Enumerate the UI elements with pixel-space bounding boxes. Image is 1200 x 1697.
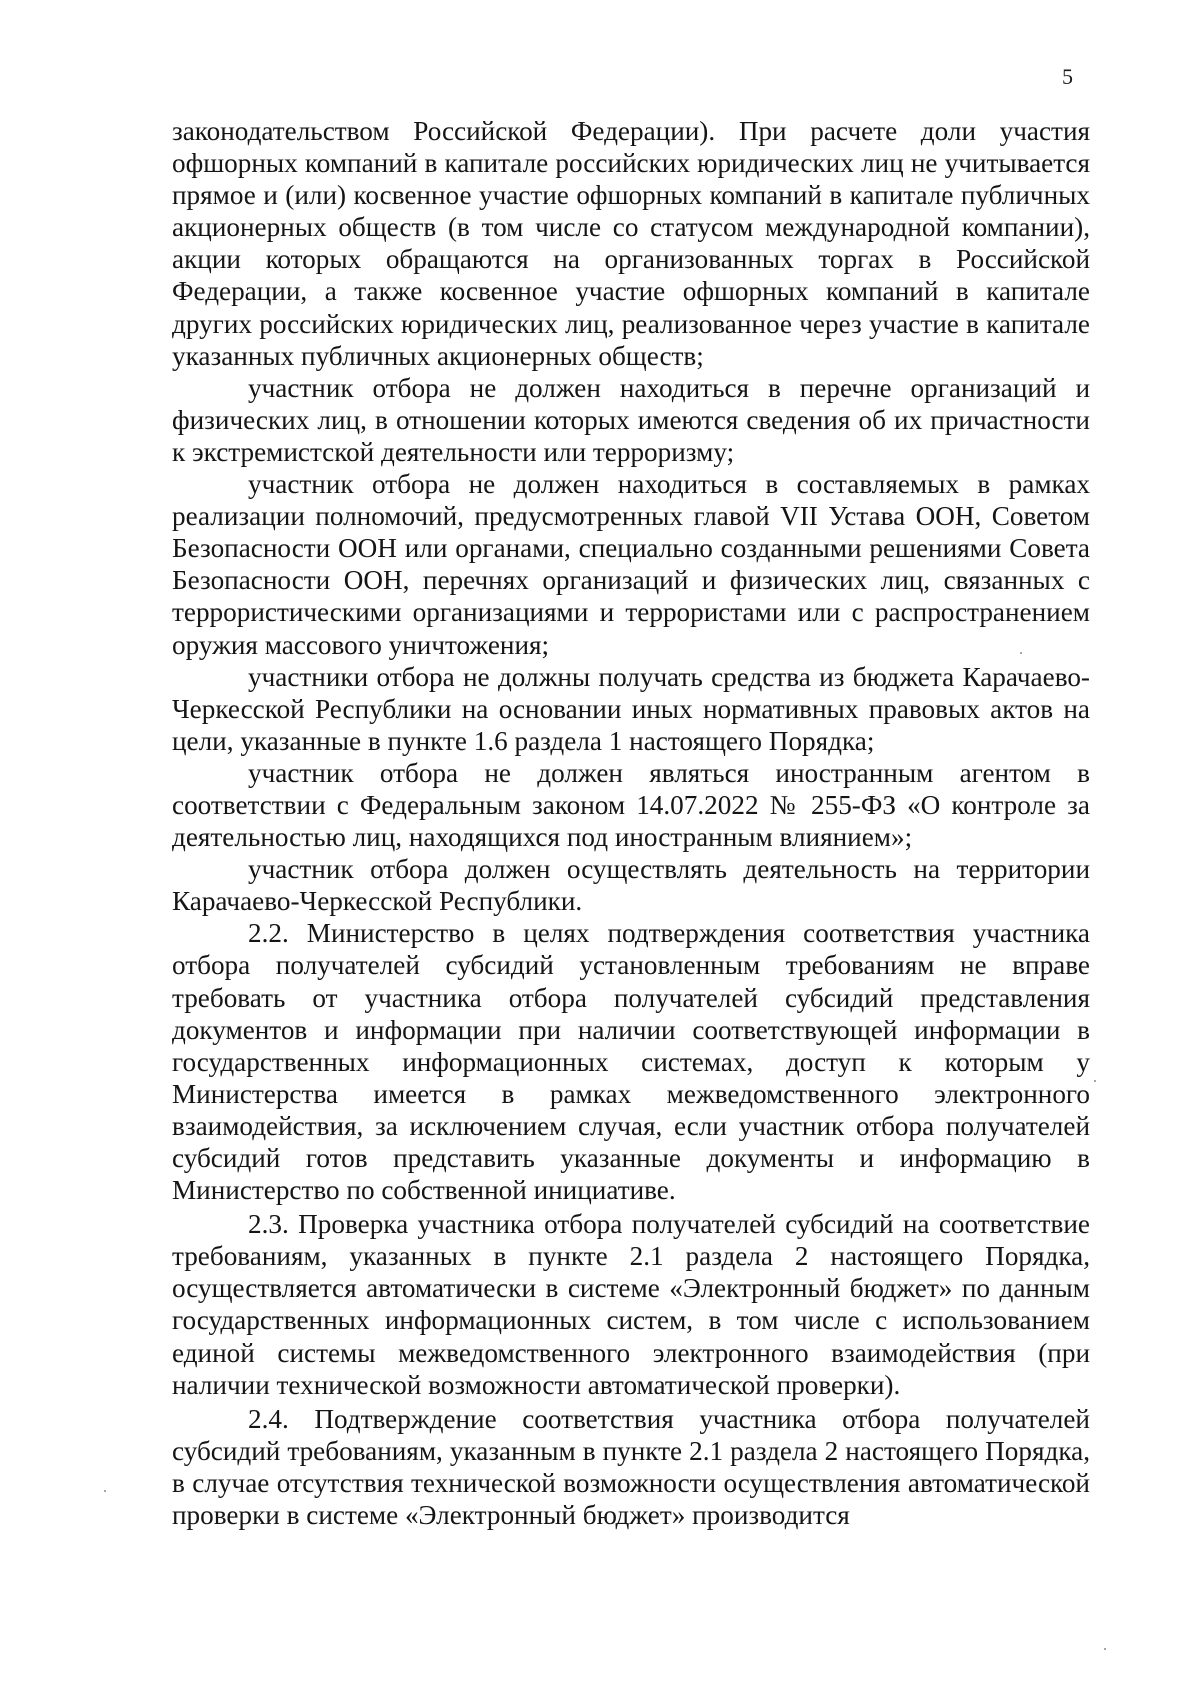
paragraph-offshore-participation: законодательством Российской Федерации). При расчете доли участия офшорных компаний в капитале российских юридических лиц не учитывается прямое и (или) косвенное участие офшорных компаний в капитале публичных акционерных обществ (в том числе со статусом международной компании), акции которых обращаются на организованных торгах в Российской Федерации, а также косвенное участие офшорных компаний в капитале других российских юридических лиц, реализованное через участие в капитале указанных публичных акционерных обществ; bbox=[172, 116, 1090, 371]
paragraph-2-2: 2.2. Министерство в целях подтверждения соответствия участника отбора получателей субсидий установленным требованиям не вправе требовать от участника отбора получателей субсидий представления документов и информации при наличии соответствующей информации в государственных информационных системах, доступ к которым у Министерства имеется в рамках межведомственного электронного взаимодействия, за исключением случая, если участник отбора получателей субсидий готов представить указанные документы и информацию в Министерство по собственной инициативе. bbox=[172, 918, 1090, 1206]
scan-speck bbox=[104, 1490, 106, 1492]
paragraph-territory: участник отбора должен осуществлять деятельность на территории Карачаево-Черкесской Республики. bbox=[172, 854, 1090, 917]
paragraph-2-3: 2.3. Проверка участника отбора получателей субсидий на соответствие требованиям, указанных в пункте 2.1 раздела 2 настоящего Порядка, осуществляется автоматически в системе «Электронный бюджет» по данным государственных информационных систем, в том числе с использованием единой системы межведомственного электронного взаимодействия (при наличии технической возможности автоматической проверки). bbox=[172, 1209, 1090, 1400]
paragraph-un-security-council-list: участник отбора не должен находиться в составляемых в рамках реализации полномочий, предусмотренных главой VII Устава ООН, Советом Безопасности ООН или органами, специально созданными решениями Совета Безопасности ООН, перечнях организаций и физических лиц, связанных с террористическими организациями и террористами или с распространением оружия массового уничтожения; bbox=[172, 469, 1090, 660]
paragraph-2-4: 2.4. Подтверждение соответствия участника отбора получателей субсидий требованиям, указанным в пункте 2.1 раздела 2 настоящего Порядка, в случае отсутствия технической возможности осуществления автоматической проверки в системе «Электронный бюджет» производится bbox=[172, 1403, 1090, 1531]
scan-speck bbox=[1094, 1080, 1096, 1082]
scan-speck bbox=[1020, 652, 1022, 654]
page-number: 5 bbox=[1062, 64, 1073, 89]
paragraph-other-budget-funds: участники отбора не должны получать средства из бюджета Карачаево-Черкесской Республики на основании иных нормативных правовых актов на цели, указанные в пункте 1.6 раздела 1 настоящего Порядка; bbox=[172, 661, 1090, 756]
paragraph-extremism-list: участник отбора не должен находиться в перечне организаций и физических лиц, в отношении которых имеются сведения об их причастности к экстремистской деятельности или терроризму; bbox=[172, 372, 1090, 467]
scan-speck bbox=[1104, 1648, 1106, 1650]
paragraph-foreign-agent: участник отбора не должен являться иностранным агентом в соответствии с Федеральным законом 14.07.2022 № 255-ФЗ «О контроле за деятельностью лиц, находящихся под иностранным влиянием»; bbox=[172, 757, 1090, 853]
document-body bbox=[172, 115, 1090, 1531]
